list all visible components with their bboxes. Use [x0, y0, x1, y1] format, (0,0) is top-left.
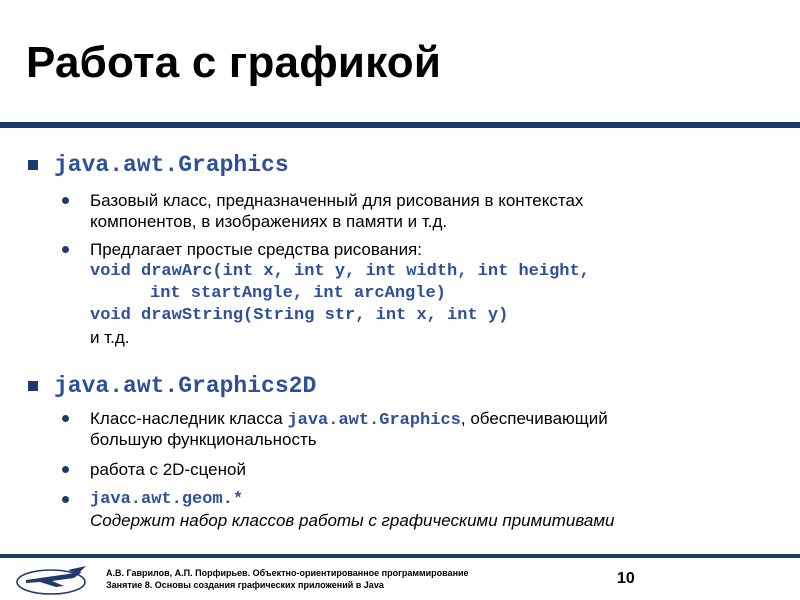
round-bullet-icon	[62, 496, 69, 503]
page-number: 10	[617, 570, 635, 587]
round-bullet-icon	[62, 197, 69, 204]
inline-code: java.awt.Graphics	[287, 411, 461, 430]
slide-content: java.awt.Graphics Базовый класс, предназначенный для рисования в контекстах компонентов, в изображениях в памяти и т.д. Предлагает простые средства рисования: void drawArc(int x, int y, int width, int height, int startAngle, int arcAngle) void drawString(String str, int x, int y) и т.д. java.awt.Graphics2D Класс-наследник класса java.awt.Graphics, обеспечивающий большую функциональность работа с 2D-сценой java.awt.geom.* Содержит набор классов работы с графическими примитивами	[0, 0, 800, 560]
footer-credits: А.В. Гаврилов, А.П. Порфирьев. Объектно-ориентированное программирование Занятие 8. Основы создания графических приложений в Java	[106, 568, 469, 590]
slide-title: Работа с графикой	[26, 38, 442, 87]
code-line: java.awt.geom.*	[90, 490, 244, 509]
code-line: void drawArc(int x, int y, int width, int height,	[90, 262, 590, 281]
square-bullet-icon	[28, 381, 38, 391]
round-bullet-icon	[62, 246, 69, 253]
square-bullet-icon	[28, 160, 38, 170]
code-line: int startAngle, int arcAngle)	[150, 284, 446, 303]
footer	[0, 558, 800, 600]
round-bullet-icon	[62, 415, 69, 422]
round-bullet-icon	[62, 466, 69, 473]
code-line: void drawString(String str, int x, int y)	[90, 306, 509, 325]
airplane-logo-icon	[12, 562, 90, 598]
